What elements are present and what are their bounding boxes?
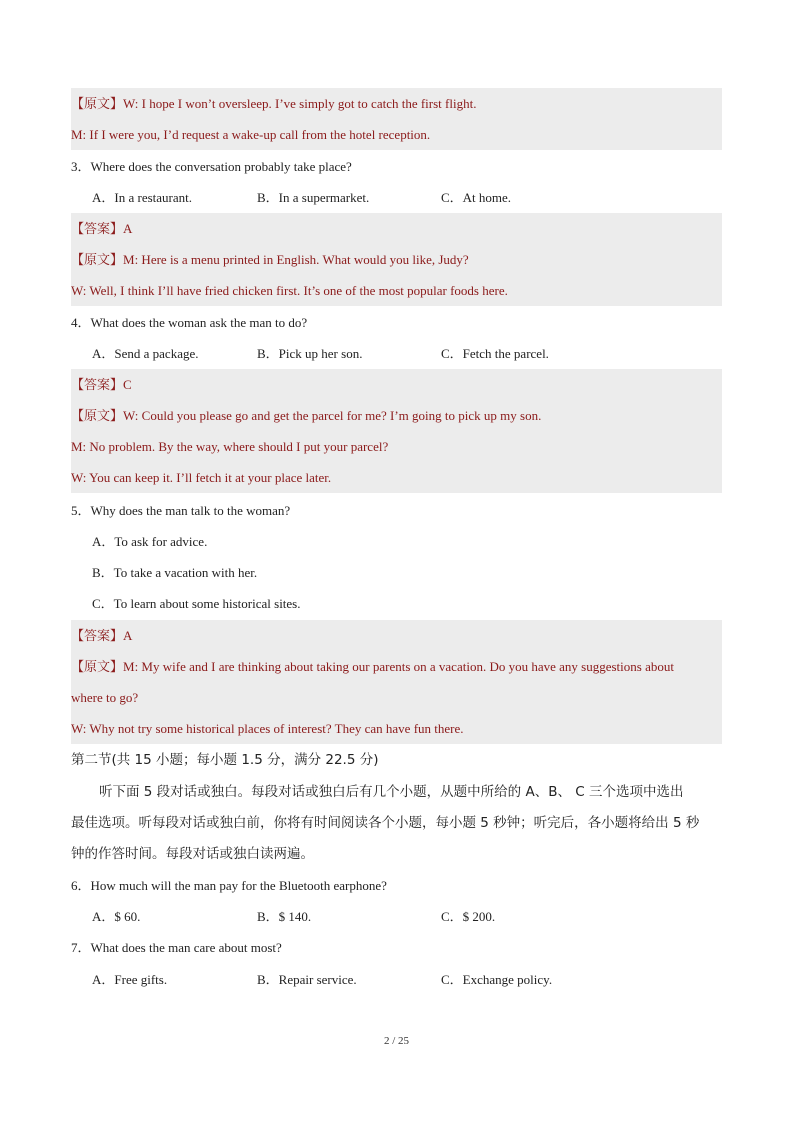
transcript-line — [71, 713, 722, 744]
option-c: C．$ 200. — [441, 909, 496, 924]
answer-tag: 【答案】 — [71, 377, 124, 392]
question-3-options — [92, 182, 692, 213]
option-a: A．To ask for advice. — [92, 534, 208, 549]
transcript-text: M: If I were you, I’d request a wake-up call from the hotel reception. — [71, 127, 431, 142]
yuanwen-tag: 【原文】 — [71, 96, 124, 111]
yuanwen-tag: 【原文】 — [71, 252, 124, 267]
transcript-text: W: Well, I think I’ll have fried chicken first. It’s one of the most popular foods here. — [71, 283, 508, 298]
option-a: A．In a restaurant. — [92, 190, 192, 205]
option-b: B．To take a vacation with her. — [92, 565, 258, 580]
answer-tag: 【答案】 — [71, 628, 124, 643]
answer-value: A — [123, 221, 133, 236]
question-3-stem: 3．Where does the conversation probably take place? — [71, 159, 352, 174]
transcript-text: W: I hope I won’t oversleep. I’ve simply got to catch the first flight. — [123, 96, 477, 111]
transcript-text: M: No problem. By the way, where should I put your parcel? — [71, 439, 389, 454]
option-b: B．Pick up her son. — [257, 346, 363, 361]
transcript-text: where to go? — [71, 690, 139, 705]
question-7-stem: 7．What does the man care about most? — [71, 940, 282, 955]
option-c: C．Fetch the parcel. — [441, 346, 549, 361]
answer-line — [71, 620, 722, 651]
option-b: B．In a supermarket. — [257, 190, 370, 205]
answer-value: C — [123, 377, 132, 392]
transcript-line — [71, 88, 722, 119]
option-c: C．At home. — [441, 190, 512, 205]
answer-tag: 【答案】 — [71, 221, 124, 236]
transcript-line — [71, 682, 722, 713]
option-a: A．$ 60. — [92, 909, 141, 924]
option-a: A．Send a package. — [92, 346, 199, 361]
answer-value: A — [123, 628, 133, 643]
transcript-text: W: You can keep it. I’ll fetch it at your place later. — [71, 470, 332, 485]
transcript-text: M: Here is a menu printed in English. What would you like, Judy? — [123, 252, 469, 267]
section-instructions-line: 钟的作答时间。每段对话或独白读两遍。 — [71, 846, 314, 862]
page-number: 2 / 25 — [383, 1035, 410, 1047]
option-c: C．To learn about some historical sites. — [92, 596, 301, 611]
option-b: B．Repair service. — [257, 972, 357, 987]
transcript-line — [71, 275, 722, 306]
transcript-line — [71, 119, 722, 150]
transcript-text: M: My wife and I are thinking about taking our parents on a vacation. Do you have any suggestions about — [123, 659, 674, 674]
transcript-text: W: Could you please go and get the parcel for me? I’m going to pick up my son. — [123, 408, 542, 423]
option-b: B．$ 140. — [257, 909, 312, 924]
question-7-options — [92, 964, 692, 995]
question-4-options — [92, 338, 692, 369]
transcript-line — [71, 244, 722, 275]
transcript-line — [71, 400, 722, 431]
transcript-line — [71, 431, 722, 462]
question-5-stem: 5．Why does the man talk to the woman? — [71, 503, 291, 518]
question-6-stem: 6．How much will the man pay for the Bluetooth earphone? — [71, 878, 387, 893]
section-instructions-line: 听下面 5 段对话或独白。每段对话或独白后有几个小题，从题中所给的 A、B、 C 三个选项中选出 — [99, 784, 684, 800]
yuanwen-tag: 【原文】 — [71, 659, 124, 674]
question-6-options — [92, 901, 692, 932]
option-a: A．Free gifts. — [92, 972, 168, 987]
question-4-stem: 4．What does the woman ask the man to do? — [71, 315, 308, 330]
section-instructions-line: 最佳选项。听每段对话或独白前，你将有时间阅读各个小题，每小题 5 秒钟；听完后，各小题将给出 5 秒 — [71, 815, 700, 831]
transcript-line — [71, 651, 722, 682]
answer-line — [71, 213, 722, 244]
section-title: 第二节(共 15 小题；每小题 1.5 分，满分 22.5 分) — [71, 752, 379, 768]
transcript-text: W: Why not try some historical places of interest? They can have fun there. — [71, 721, 464, 736]
transcript-line — [71, 462, 722, 493]
yuanwen-tag: 【原文】 — [71, 408, 124, 423]
answer-line — [71, 369, 722, 400]
option-c: C．Exchange policy. — [441, 972, 553, 987]
